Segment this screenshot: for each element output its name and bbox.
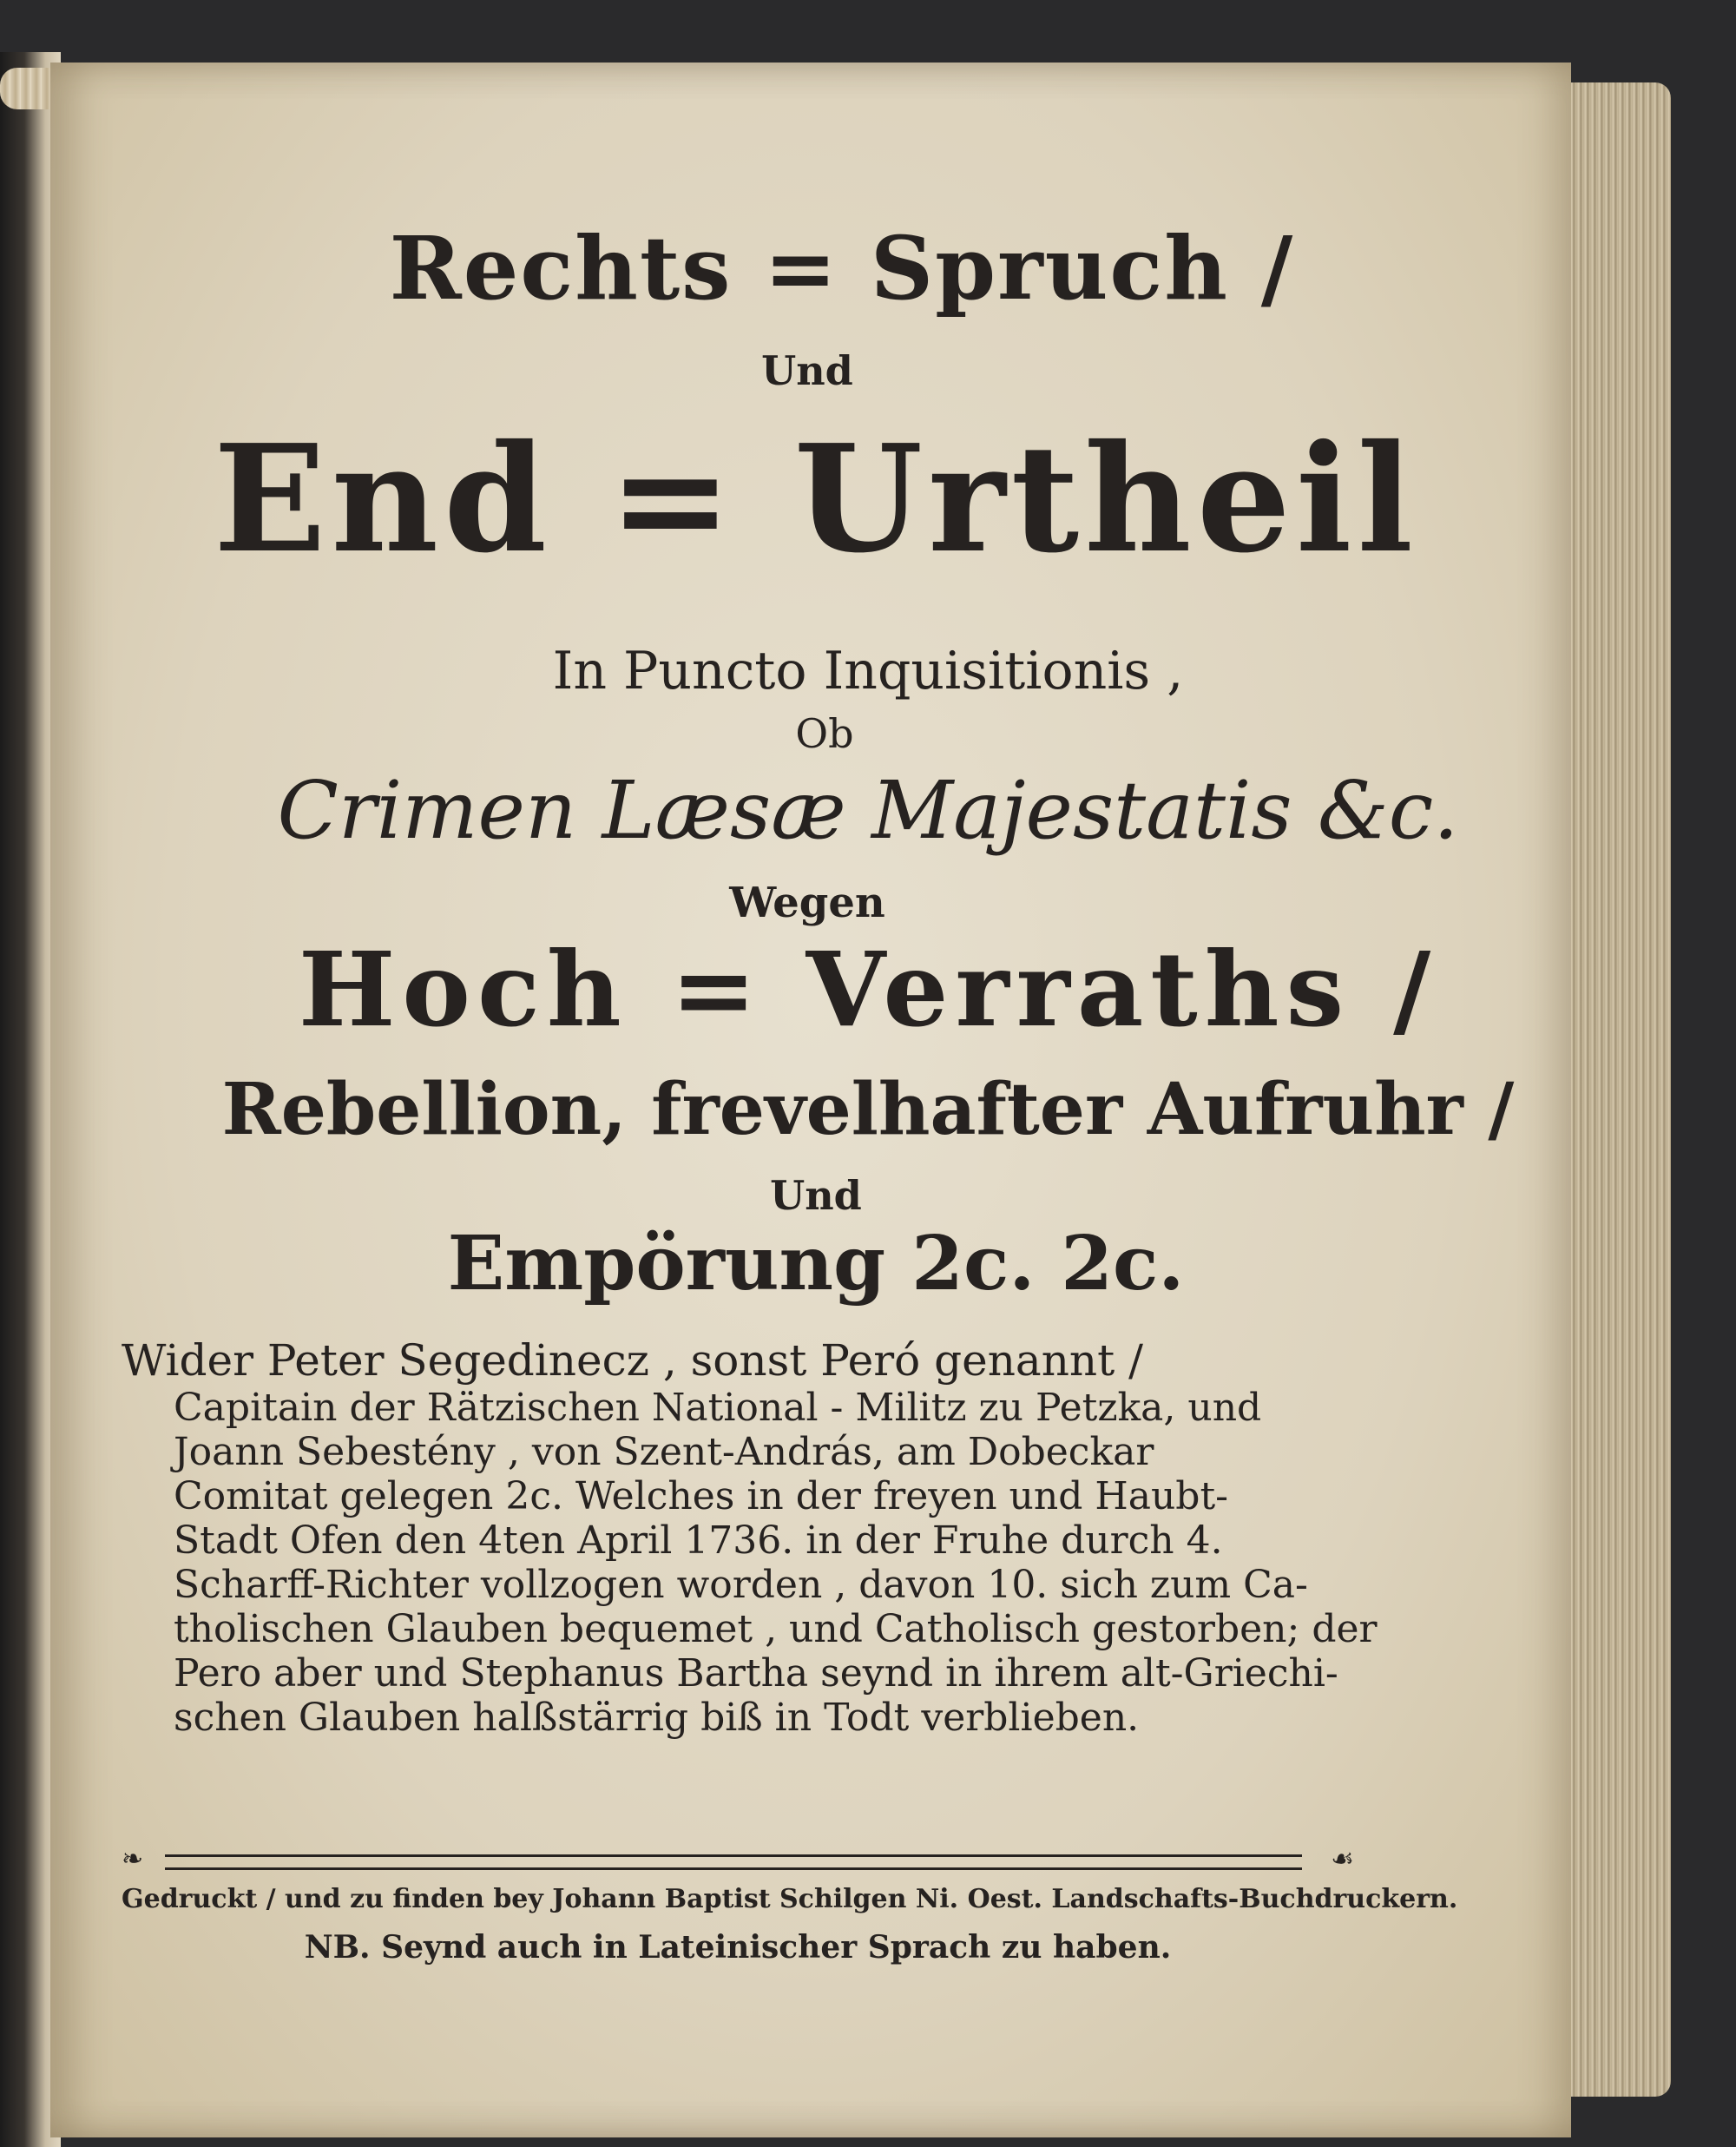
title-und-2: Und (770, 1172, 862, 1219)
description-line: Wider Peter Segedinecz , sonst Peró genannt / (122, 1335, 1143, 1386)
title-line-3: In Puncto Inquisitionis , (552, 641, 1184, 701)
title-line-4: Crimen Læsæ Majestatis &c. (277, 764, 1459, 857)
title-line-2: End = Urtheil (213, 412, 1419, 586)
title-line-6: Rebellion, frevelhafter Aufruhr / (221, 1068, 1515, 1151)
title-und-1: Und (761, 347, 853, 394)
title-line-1: Rechts = Spruch / (389, 217, 1295, 319)
title-line-7: Empörung 2c. 2c. (447, 1220, 1185, 1307)
description-line: Joann Sebestény , von Szent-András, am Dobeckar (174, 1430, 1154, 1474)
description-line: Comitat gelegen 2c. Welches in der freyen und Haubt- (174, 1474, 1229, 1518)
description-paragraph (122, 1335, 1378, 1740)
title-ob: Ob (795, 710, 854, 757)
description-line: Scharff-Richter vollzogen worden , davon 10. sich zum Ca- (174, 1563, 1308, 1607)
ornamental-rule (122, 1844, 1354, 1874)
double-rule (165, 1854, 1302, 1870)
title-wegen: Wegen (729, 879, 885, 927)
description-line: Capitain der Rätzischen National - Militz zu Petzka, und (174, 1386, 1262, 1430)
title-line-5: Hoch = Verraths / (298, 929, 1438, 1050)
fleuron-left-icon: ❧ (122, 1844, 144, 1874)
description-line: Pero aber und Stephanus Bartha seynd in ihrem alt-Griechi- (174, 1651, 1338, 1696)
description-line: schen Glauben halßstärrig biß in Todt verblieben. (174, 1696, 1140, 1740)
nb-note: NB. Seynd auch in Lateinischer Sprach zu haben. (304, 1929, 1172, 1966)
fleuron-right-icon: ☙ (1331, 1844, 1354, 1874)
imprint-line: Gedruckt / und zu finden bey Johann Baptist Schilgen Ni. Oest. Landschafts-Buchdruckern. (122, 1884, 1458, 1914)
description-line: Stadt Ofen den 4ten April 1736. in der Fruhe durch 4. (174, 1518, 1223, 1563)
description-line: tholischen Glauben bequemet , und Catholisch gestorben; der (174, 1607, 1378, 1651)
